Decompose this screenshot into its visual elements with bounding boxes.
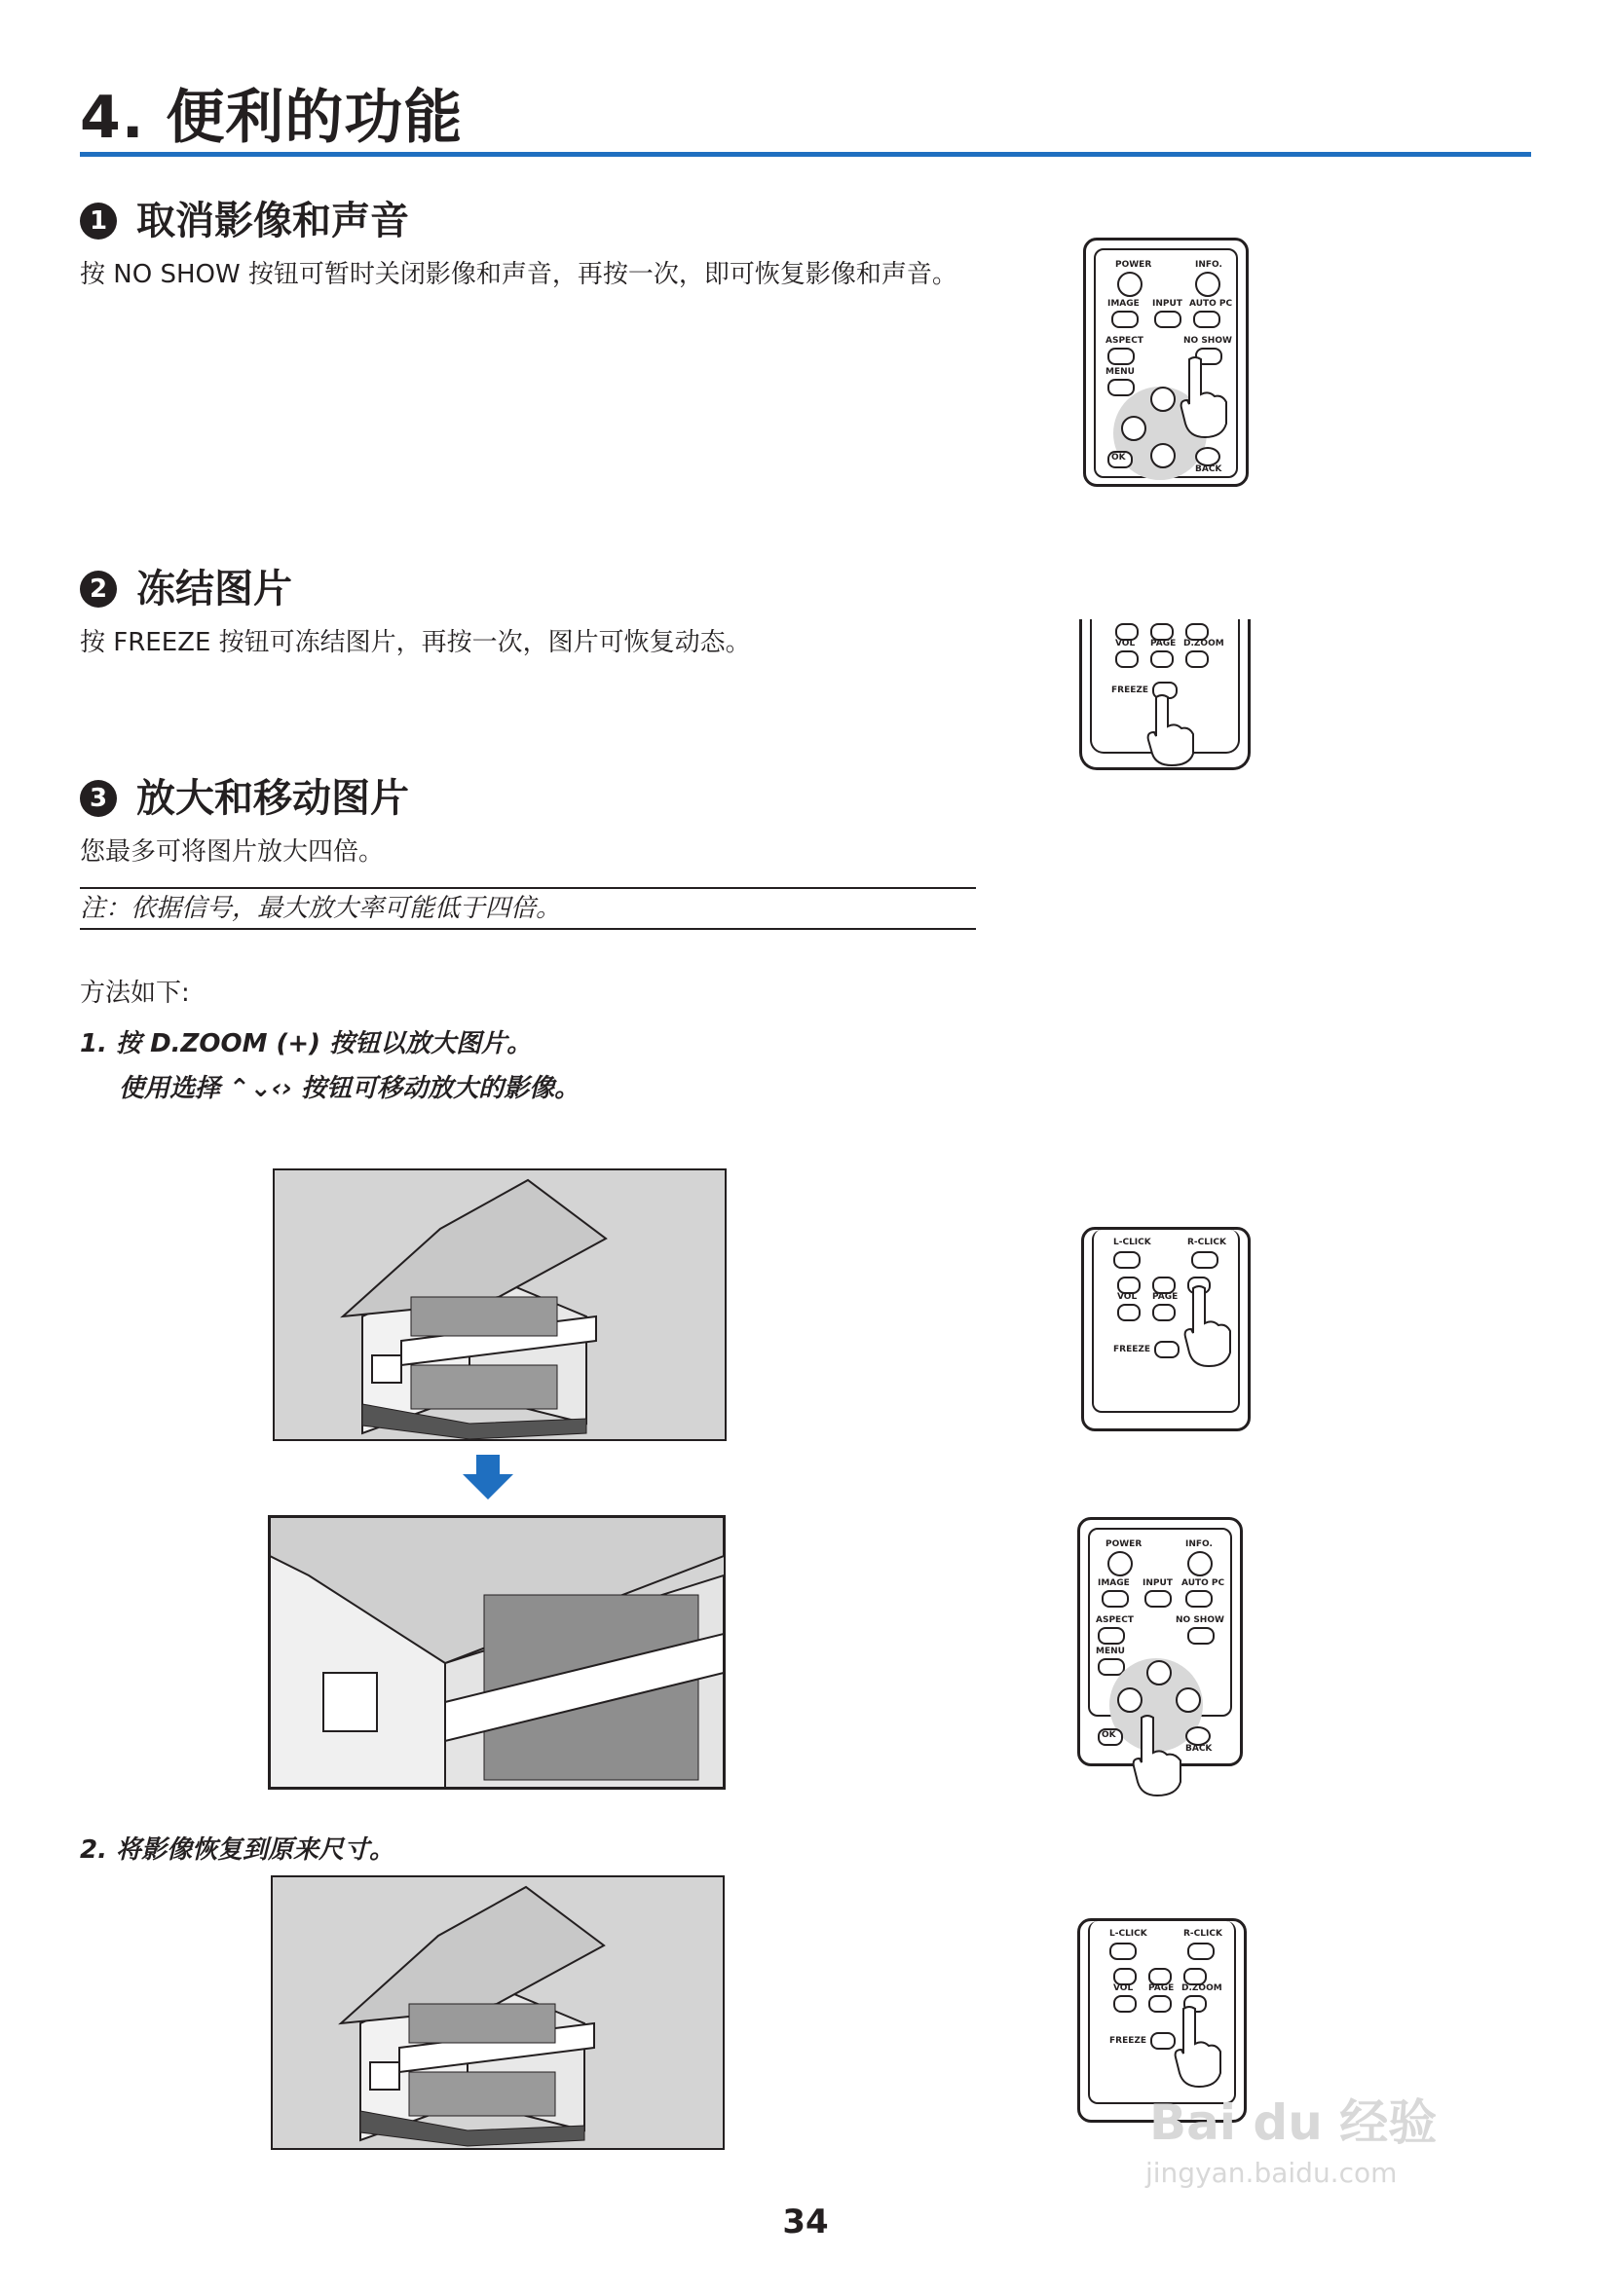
image-button[interactable] — [1102, 1590, 1129, 1608]
section-1-number: 1 — [80, 203, 117, 240]
power-label: POWER — [1105, 1539, 1143, 1549]
left-button[interactable] — [1121, 416, 1146, 441]
down-arrow-icon — [463, 1455, 513, 1500]
page-number: 34 — [782, 2203, 829, 2241]
menu-label: MENU — [1105, 367, 1135, 377]
freeze-label: FREEZE — [1111, 685, 1149, 695]
pointing-hand-icon — [1180, 1284, 1234, 1368]
vol-label: VOL — [1117, 1292, 1138, 1302]
back-label: BACK — [1195, 464, 1222, 474]
up-button[interactable] — [1150, 387, 1176, 412]
section-2-number: 2 — [80, 571, 117, 608]
autopc-label: AUTO PC — [1181, 1578, 1225, 1588]
power-label: POWER — [1115, 260, 1152, 270]
noshow-label: NO SHOW — [1176, 1615, 1224, 1625]
rclick-label: R-CLICK — [1187, 1238, 1226, 1247]
house-picture-normal — [273, 1168, 727, 1441]
input-button[interactable] — [1154, 311, 1181, 328]
house-drawing-1 — [275, 1170, 725, 1439]
section-1-heading — [80, 197, 409, 245]
aspect-button[interactable] — [1107, 348, 1135, 365]
step-1: 1. 按 D.ZOOM (+) 按钮以放大图片。 — [80, 1029, 533, 1058]
noshow-button[interactable] — [1187, 1627, 1215, 1645]
section-3-heading — [80, 774, 409, 823]
section-1-body: 按 NO SHOW 按钮可暂时关闭影像和声音，再按一次，即可恢复影像和声音。 — [80, 260, 957, 289]
page-label: PAGE — [1150, 639, 1177, 648]
info-button[interactable] — [1187, 1551, 1213, 1576]
power-button[interactable] — [1117, 272, 1143, 297]
autopc-button[interactable] — [1193, 311, 1220, 328]
image-label: IMAGE — [1098, 1578, 1130, 1588]
lclick-label: L-CLICK — [1109, 1929, 1147, 1939]
info-label: INFO. — [1185, 1539, 1213, 1549]
input-label: INPUT — [1143, 1578, 1173, 1588]
zoom-out-button[interactable] — [1185, 650, 1209, 668]
remote-dzoom-in — [1081, 1227, 1251, 1431]
section-3-number: 3 — [80, 780, 117, 817]
section-3-title: 放大和移动图片 — [136, 776, 409, 821]
lclick-button[interactable] — [1109, 1943, 1137, 1960]
remote-freeze — [1079, 619, 1251, 770]
pointing-hand-icon — [1176, 355, 1230, 439]
up-button[interactable] — [1146, 1660, 1172, 1685]
chapter-title: 4. 便利的功能 — [80, 84, 464, 152]
watermark-url: jingyan.baidu.com — [1145, 2157, 1398, 2189]
input-button[interactable] — [1144, 1590, 1172, 1608]
freeze-label: FREEZE — [1109, 2036, 1147, 2046]
method-label: 方法如下: — [80, 979, 190, 1008]
step-1b: 使用选择 ⌃⌄‹› 按钮可移动放大的影像。 — [119, 1074, 581, 1103]
page-label: PAGE — [1148, 1983, 1175, 1993]
noshow-label: NO SHOW — [1183, 336, 1232, 346]
freeze-label: FREEZE — [1113, 1345, 1151, 1354]
down-button[interactable] — [1150, 443, 1176, 468]
page-down-button[interactable] — [1152, 1304, 1176, 1321]
house-drawing-zoomed — [270, 1517, 724, 1788]
info-label: INFO. — [1195, 260, 1222, 270]
step-2: 2. 将影像恢复到原来尺寸。 — [80, 1835, 395, 1865]
house-drawing-2 — [273, 1877, 723, 2148]
lclick-button[interactable] — [1113, 1251, 1141, 1269]
right-button[interactable] — [1176, 1687, 1201, 1713]
remote-noshow — [1083, 238, 1249, 487]
dzoom-label: D.ZOOM — [1183, 639, 1224, 648]
section-2-body: 按 FREEZE 按钮可冻结图片，再按一次，图片可恢复动态。 — [80, 628, 751, 657]
vol-minus-button[interactable] — [1115, 650, 1139, 668]
autopc-label: AUTO PC — [1189, 299, 1233, 309]
section-2-title: 冻结图片 — [136, 567, 292, 611]
power-button[interactable] — [1107, 1551, 1133, 1576]
ok-label: OK — [1111, 453, 1126, 463]
aspect-button[interactable] — [1098, 1627, 1125, 1645]
page-down-button[interactable] — [1148, 1995, 1172, 2013]
lclick-label: L-CLICK — [1113, 1238, 1151, 1247]
image-label: IMAGE — [1107, 299, 1140, 309]
freeze-button[interactable] — [1154, 1341, 1180, 1358]
section-2-heading — [80, 565, 292, 613]
ok-label: OK — [1102, 1730, 1116, 1740]
pointing-hand-icon — [1126, 1714, 1186, 1797]
section-1-title: 取消影像和声音 — [136, 199, 409, 243]
aspect-label: ASPECT — [1096, 1615, 1134, 1625]
back-button[interactable] — [1195, 447, 1220, 466]
vol-minus-button[interactable] — [1117, 1304, 1141, 1321]
pointing-hand-icon — [1143, 693, 1197, 767]
vol-label: VOL — [1115, 639, 1136, 648]
rclick-button[interactable] — [1191, 1251, 1218, 1269]
rclick-button[interactable] — [1187, 1943, 1215, 1960]
vol-minus-button[interactable] — [1113, 1995, 1137, 2013]
section-3-body: 您最多可将图片放大四倍。 — [80, 837, 385, 867]
rclick-label: R-CLICK — [1183, 1929, 1222, 1939]
aspect-label: ASPECT — [1105, 336, 1143, 346]
input-label: INPUT — [1152, 299, 1182, 309]
note: 注：依据信号，最大放大率可能低于四倍。 — [80, 887, 976, 930]
left-button[interactable] — [1117, 1687, 1143, 1713]
vol-label: VOL — [1113, 1983, 1134, 1993]
menu-label: MENU — [1096, 1647, 1125, 1656]
image-button[interactable] — [1111, 311, 1139, 328]
page-down-button[interactable] — [1150, 650, 1174, 668]
pointing-hand-icon — [1170, 2005, 1224, 2089]
house-picture-zoomed — [268, 1515, 726, 1790]
back-label: BACK — [1185, 1744, 1213, 1754]
title-rule — [80, 152, 1531, 157]
house-picture-restored — [271, 1875, 725, 2150]
watermark-brand: Bai du 经验 — [1149, 2094, 1438, 2151]
dzoom-label: D.ZOOM — [1181, 1983, 1222, 1993]
page-label: PAGE — [1152, 1292, 1179, 1302]
back-button[interactable] — [1185, 1726, 1211, 1746]
info-button[interactable] — [1195, 272, 1220, 297]
autopc-button[interactable] — [1185, 1590, 1213, 1608]
menu-button[interactable] — [1107, 379, 1135, 396]
